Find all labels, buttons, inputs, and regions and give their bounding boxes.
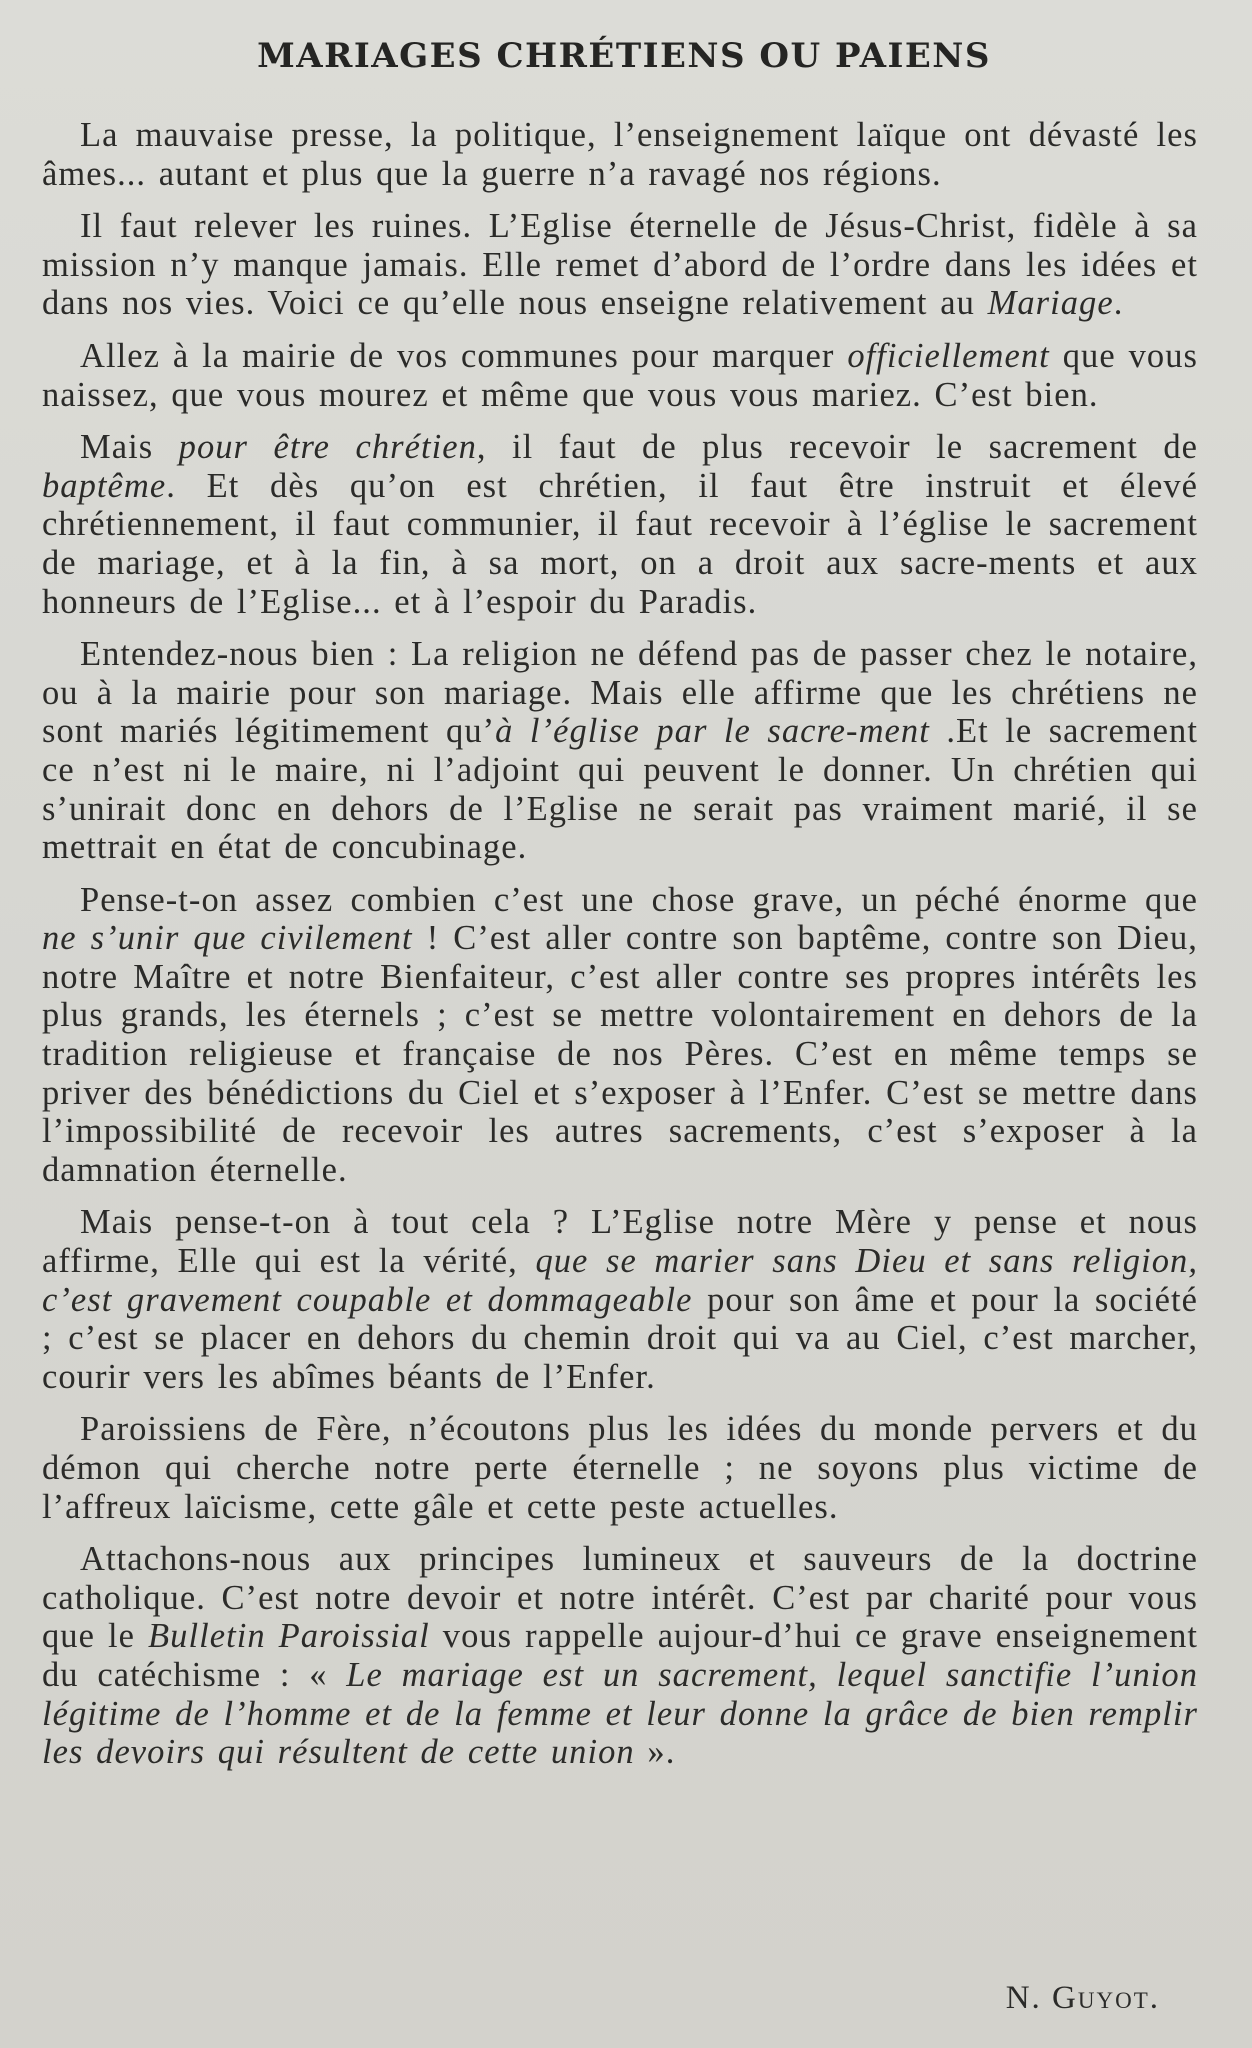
paragraph-4-emphasis-2: baptême — [42, 466, 167, 505]
paragraph-8 — [42, 1410, 1198, 1526]
paragraph-2-emphasis: Mariage — [987, 284, 1114, 323]
paragraph-2 — [42, 207, 1198, 323]
paragraph-1 — [42, 116, 1198, 193]
paragraph-6 — [42, 881, 1198, 1190]
paragraph-6-text-b: ! C’est aller contre son baptême, contre son Dieu, notre Maître et notre Bienfaiteur, c’est aller contre ses propres intérêts les plus grands, les éternels ; c’est se mettre volontairement en dehors de la tradition religieuse et française de nos Pères. C’est en même temps se priver des bénédictions du Ciel et s’exposer à l’Enfer. C’est se mettre dans l’impossibilité de recevoir les autres sacrements, c’est s’exposer à la damnation éternelle. — [42, 919, 1198, 1189]
paragraph-5-text-a: Entendez-nous bien : La religion ne défend pas de passer chez le notaire, ou à la mairie pour son mariage. Mais elle affirme que les chrétiens ne sont mariés légitimement qu’ — [42, 635, 1198, 751]
paragraph-5-text-b: .Et le sacrement ce n’est ni le maire, ni l’adjoint qui peuvent le donner. Un chrétien qui s’unirait donc en dehors de l’Eglise ne serait pas vraiment marié, il se mettrait en état de concubinage. — [42, 712, 1198, 867]
paragraph-4 — [42, 428, 1198, 621]
paragraph-4-text-a: Mais — [80, 428, 179, 467]
paragraph-9-text-b: vous rappelle aujour-d’hui ce grave enseignement du catéchisme : « — [42, 1617, 1198, 1694]
paragraph-9 — [42, 1540, 1198, 1772]
paragraph-8-text: Paroissiens de Fère, n’écoutons plus les idées du monde pervers et du démon qui cherche notre perte éternelle ; ne soyons plus victime de l’affreux laïcisme, cette gâle et cette peste actuelles. — [42, 1410, 1198, 1526]
paragraph-1-text: La mauvaise presse, la politique, l’enseignement laïque ont dévasté les âmes... autant et plus que la guerre n’a ravagé nos régions. — [42, 116, 1198, 193]
paragraph-3 — [42, 337, 1198, 414]
paragraph-7-emphasis: que se marier sans Dieu et sans religion, c’est gravement coupable et dommageable — [42, 1242, 1198, 1319]
paragraph-4-text-c: . Et dès qu’on est chrétien, il faut être instruit et élevé chrétiennement, il faut communier, il faut recevoir à l’église le sacrement de mariage, et à la fin, à sa mort, on a droit aux sacre-ments et aux honneurs de l’Eglise... et à l’espoir du Paradis. — [42, 466, 1198, 621]
paragraph-7 — [42, 1203, 1198, 1396]
paragraph-5-emphasis: à l’église par le sacre-ment — [495, 712, 930, 751]
paragraph-9-emphasis-1: Bulletin Paroissial — [148, 1617, 430, 1656]
paragraph-3-text-b: que vous naissez, que vous mourez et même que vous vous mariez. C’est bien. — [42, 336, 1198, 414]
paragraph-9-emphasis-2: Le mariage est un sacrement, lequel sanctifie l’union légitime de l’homme et de la femme et leur donne la grâce de bien remplir les devoirs qui résultent de cette union — [42, 1655, 1198, 1772]
paragraph-4-text-b: , il faut de plus recevoir le sacrement de — [476, 428, 1199, 467]
paragraph-6-emphasis: ne s’unir que civilement — [42, 919, 413, 958]
paragraph-9-text-a: Attachons-nous aux principes lumineux et sauveurs de la doctrine catholique. C’est notre devoir et notre intérêt. C’est par charité pour vous que le — [42, 1540, 1198, 1656]
paragraph-3-text-a: Allez à la mairie de vos communes pour marquer — [80, 336, 848, 375]
paragraph-6-text-a: Pense-t-on assez combien c’est une chose grave, un péché énorme que — [80, 880, 1198, 919]
article-title: MARIAGES CHRÉTIENS OU PAIENS — [257, 36, 991, 76]
paragraph-5 — [42, 635, 1198, 867]
paragraph-2-text-a: Il faut relever les ruines. L’Eglise éternelle de Jésus-Christ, fidèle à sa mission n’y manque jamais. Elle remet d’abord de l’ordre dans les idées et dans nos vies. Voici ce qu’elle nous enseigne relativement au — [42, 207, 1198, 323]
paragraph-4-emphasis-1: pour être chrétien — [178, 428, 477, 467]
paragraph-7-text-a: Mais pense-t-on à tout cela ? L’Eglise notre Mère y pense et nous affirme, Elle qui est la vérité, — [42, 1203, 1198, 1281]
paragraph-2-text-b: . — [1113, 284, 1124, 323]
paragraph-7-text-b: pour son âme et pour la société ; c’est se placer en dehors du chemin droit qui va au Ciel, c’est marcher, courir vers les abîmes béants de l’Enfer. — [42, 1280, 1199, 1396]
author-signature: N. Guyot. — [1005, 1980, 1160, 2016]
paragraph-9-text-c: ». — [634, 1733, 676, 1772]
paragraph-3-emphasis: officiellement — [847, 336, 1050, 375]
